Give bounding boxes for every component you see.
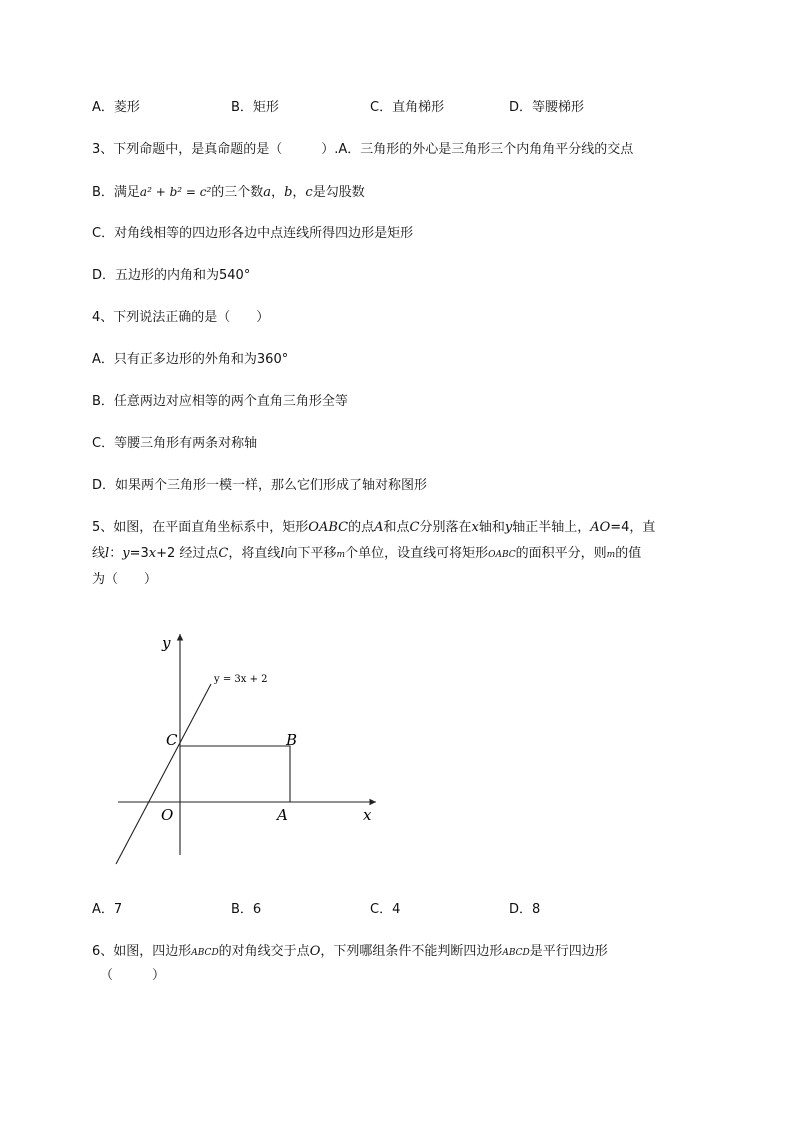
q5-var-m: m [606,550,616,560]
q6-abcd: ABCD [191,948,219,958]
q3-b-mid: 的三个数 [211,185,264,200]
q4-option-c: C．等腰三角形有两条对称轴 [92,436,258,451]
q3-var-c: c [305,185,313,200]
q6-abcd: ABCD [502,948,530,958]
q5-oabc: OABC [308,520,349,535]
q5-option-b: B．6 [231,902,262,917]
q5-oabc: OABC [488,550,516,560]
q5-text: 个单位，设直线可将矩形 [345,546,489,561]
line-equation-label: y = 3x + 2 [214,674,268,685]
q5-var-y: y [504,520,513,535]
label-b: B [286,731,298,749]
q3-stem: 3、下列命题中，是真命题的是（ ）.A．三角形的外心是三角形三个内角角平分线的交点 [92,142,634,157]
rectangle-oabc [180,746,290,802]
q5-text: ： [109,546,123,561]
q5-line-l: l [280,546,285,561]
q4-a-value: 360° [256,352,289,367]
q5-line-3: 为（ ） [92,572,158,587]
q3-b-formula: a² + b² = c² [139,185,212,199]
label-y: y [162,634,171,652]
q2-option-a: A．菱形 [92,100,140,115]
q5-text: 和点 [383,520,410,535]
q2-option-d: D．等腰梯形 [509,100,585,115]
q5-text: 5、如图，在平面直角坐标系中，矩形 [92,520,309,535]
q3-b-suffix: 是勾股数 [312,185,365,200]
q5-text: 分别落在 [419,520,472,535]
q5-point-c: C [218,546,229,561]
q4-a-prefix: A．只有正多边形的外角和为 [92,352,257,367]
q3-d-value: 540° [219,268,251,283]
label-c: C [166,731,178,749]
q5-text: 线 [92,546,106,561]
q2-option-b: B．矩形 [231,100,279,115]
q3-var-b: b [284,185,293,200]
q5-text: 的面积平分，则 [515,546,607,561]
q6-line-2: （ ） [100,968,166,983]
q3-comma-2: ， [292,185,306,200]
q3-var-a: a [263,185,272,200]
q6-text: ，下列哪组条件不能判断四边形 [320,944,503,959]
q5-var-m: m [336,550,346,560]
q5-var-x: x [148,546,157,561]
q3-d-prefix: D．五边形的内角和为 [92,268,220,283]
q5-text: 的值 [615,546,642,561]
q5-point-a: A [374,520,384,535]
q6-text: 是平行四边形 [529,944,608,959]
q5-var-y: y [122,546,130,561]
q5-text: =3 [129,546,149,561]
q5-var-x: x [471,520,479,535]
q5-text: 向下平移 [284,546,337,561]
q5-ao: AO [590,520,611,535]
q5-text: 轴正半轴上， [512,520,591,535]
q5-text: =4，直 [610,520,656,535]
q5-point-c: C [409,520,420,535]
q5-line-l: l [105,546,110,561]
q5-option-a: A．7 [92,902,123,917]
q3-b-prefix: B．满足 [92,185,140,200]
q5-text: 的点 [348,520,375,535]
q4-option-d: D．如果两个三角形一模一样，那么它们形成了轴对称图形 [92,478,428,493]
q5-text: 轴和 [478,520,505,535]
q6-line-1 [92,942,608,963]
q5-option-c: C．4 [370,902,401,917]
q2-option-c: C．直角梯形 [370,100,445,115]
label-a: A [277,806,288,824]
q3-option-c: C．对角线相等的四边形各边中点连线所得四边形是矩形 [92,226,414,241]
q6-text: 的对角线交于点 [218,944,310,959]
q5-text: +2 经过点 [156,546,219,561]
q3-comma-1: ， [271,185,285,200]
q6-point-o: O [309,944,321,959]
q4-stem: 4、下列说法正确的是（ ） [92,310,270,325]
q6-text: 6、如图，四边形 [92,944,192,959]
label-o: O [161,806,174,824]
q4-option-b: B．任意两边对应相等的两个直角三角形全等 [92,394,348,409]
q5-text: ，将直线 [228,546,281,561]
q5-option-d: D．8 [509,902,541,917]
line-l [116,684,211,864]
label-x: x [363,806,372,824]
